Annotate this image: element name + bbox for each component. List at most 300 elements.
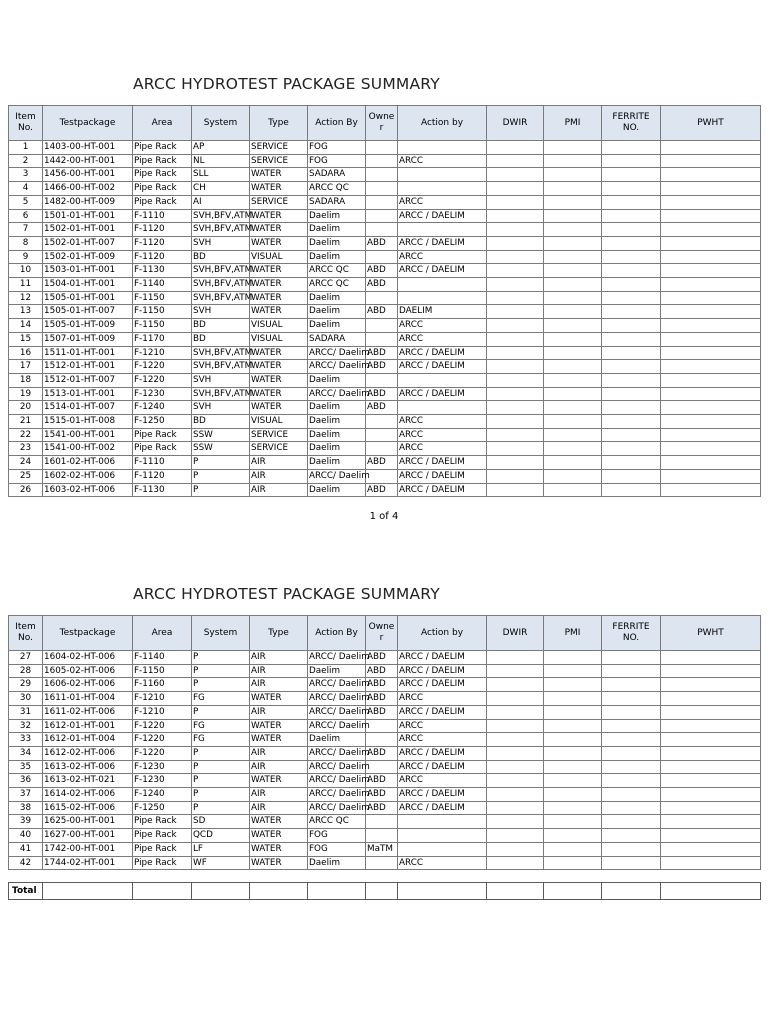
table-row xyxy=(9,815,761,829)
action-by-2-cell: ARCC / DAELIM xyxy=(398,456,487,470)
empty-cell xyxy=(661,373,761,387)
action-by-2-cell: ARCC / DAELIM xyxy=(398,264,487,278)
empty-cell xyxy=(487,442,544,456)
empty-cell xyxy=(602,842,661,856)
system-cell: SVH,BFV,ATM xyxy=(192,291,250,305)
empty-cell xyxy=(602,760,661,774)
empty-cell xyxy=(544,415,602,429)
empty-cell xyxy=(661,705,761,719)
action-by-cell: ARCC/ Daelim xyxy=(308,360,366,374)
item-no-cell: 16 xyxy=(9,346,43,360)
empty-cell xyxy=(544,774,602,788)
table-row xyxy=(9,719,761,733)
empty-cell xyxy=(661,291,761,305)
total-cell xyxy=(250,883,308,900)
action-by-2-cell: ARCC / DAELIM xyxy=(398,236,487,250)
owner-cell xyxy=(366,291,398,305)
type-cell: WATER xyxy=(250,842,308,856)
table-row xyxy=(9,182,761,196)
col-testpackage: Testpackage xyxy=(43,616,133,651)
owner-cell: ABD xyxy=(366,264,398,278)
action-by-2-cell: ARCC xyxy=(398,774,487,788)
area-cell: Pipe Rack xyxy=(133,842,192,856)
col-ferrite-no: FERRITE NO. xyxy=(602,106,661,141)
empty-cell xyxy=(544,387,602,401)
empty-cell xyxy=(602,469,661,483)
table-row xyxy=(9,373,761,387)
empty-cell xyxy=(544,705,602,719)
system-cell: AP xyxy=(192,141,250,155)
empty-cell xyxy=(661,760,761,774)
empty-cell xyxy=(602,305,661,319)
empty-cell xyxy=(544,815,602,829)
total-cell xyxy=(398,883,487,900)
action-by-2-cell: ARCC / DAELIM xyxy=(398,746,487,760)
col-pmi: PMI xyxy=(544,106,602,141)
system-cell: SVH,BFV,ATM xyxy=(192,223,250,237)
testpackage-cell: 1613-02-HT-006 xyxy=(43,760,133,774)
item-no-cell: 35 xyxy=(9,760,43,774)
col-system: System xyxy=(192,106,250,141)
empty-cell xyxy=(487,195,544,209)
owner-cell: ABD xyxy=(366,788,398,802)
empty-cell xyxy=(487,469,544,483)
item-no-cell: 29 xyxy=(9,678,43,692)
action-by-cell: Daelim xyxy=(308,236,366,250)
area-cell: F-1240 xyxy=(133,401,192,415)
empty-cell xyxy=(487,856,544,870)
type-cell: WATER xyxy=(250,719,308,733)
item-no-cell: 33 xyxy=(9,733,43,747)
empty-cell xyxy=(487,332,544,346)
testpackage-cell: 1466-00-HT-002 xyxy=(43,182,133,196)
empty-cell xyxy=(544,856,602,870)
empty-cell xyxy=(602,692,661,706)
empty-cell xyxy=(487,182,544,196)
area-cell: F-1110 xyxy=(133,456,192,470)
total-cell xyxy=(43,883,133,900)
item-no-cell: 25 xyxy=(9,469,43,483)
testpackage-cell: 1513-01-HT-001 xyxy=(43,387,133,401)
system-cell: P xyxy=(192,801,250,815)
empty-cell xyxy=(487,842,544,856)
empty-cell xyxy=(602,360,661,374)
item-no-cell: 28 xyxy=(9,664,43,678)
testpackage-cell: 1541-00-HT-002 xyxy=(43,442,133,456)
area-cell: F-1250 xyxy=(133,415,192,429)
action-by-2-cell: DAELIM xyxy=(398,305,487,319)
type-cell: AIR xyxy=(250,678,308,692)
type-cell: SERVICE xyxy=(250,195,308,209)
system-cell: SVH,BFV,ATM xyxy=(192,360,250,374)
table-row xyxy=(9,678,761,692)
empty-cell xyxy=(487,788,544,802)
table-row xyxy=(9,774,761,788)
owner-cell: ABD xyxy=(366,387,398,401)
system-cell: BD xyxy=(192,415,250,429)
type-cell: VISUAL xyxy=(250,250,308,264)
empty-cell xyxy=(661,360,761,374)
empty-cell xyxy=(487,387,544,401)
action-by-cell: SADARA xyxy=(308,332,366,346)
table-row xyxy=(9,236,761,250)
type-cell: WATER xyxy=(250,733,308,747)
item-no-cell: 40 xyxy=(9,829,43,843)
item-no-cell: 31 xyxy=(9,705,43,719)
action-by-2-cell xyxy=(398,182,487,196)
testpackage-cell: 1456-00-HT-001 xyxy=(43,168,133,182)
type-cell: SERVICE xyxy=(250,442,308,456)
empty-cell xyxy=(487,319,544,333)
type-cell: WATER xyxy=(250,346,308,360)
empty-cell xyxy=(661,332,761,346)
table-row xyxy=(9,415,761,429)
type-cell: AIR xyxy=(250,760,308,774)
testpackage-cell: 1601-02-HT-006 xyxy=(43,456,133,470)
col-testpackage: Testpackage xyxy=(43,106,133,141)
action-by-2-cell: ARCC / DAELIM xyxy=(398,788,487,802)
empty-cell xyxy=(544,442,602,456)
total-cell xyxy=(308,883,366,900)
action-by-2-cell: ARCC xyxy=(398,415,487,429)
action-by-2-cell: ARCC xyxy=(398,319,487,333)
area-cell: F-1220 xyxy=(133,719,192,733)
action-by-2-cell xyxy=(398,842,487,856)
table-row xyxy=(9,469,761,483)
action-by-cell: Daelim xyxy=(308,733,366,747)
col-dwir: DWIR xyxy=(487,616,544,651)
empty-cell xyxy=(602,678,661,692)
empty-cell xyxy=(602,719,661,733)
item-no-cell: 32 xyxy=(9,719,43,733)
testpackage-cell: 1602-02-HT-006 xyxy=(43,469,133,483)
action-by-2-cell: ARCC xyxy=(398,442,487,456)
owner-cell xyxy=(366,428,398,442)
empty-cell xyxy=(487,168,544,182)
col-item-no: Item No. xyxy=(9,616,43,651)
area-cell: F-1220 xyxy=(133,746,192,760)
table-row xyxy=(9,428,761,442)
empty-cell xyxy=(544,760,602,774)
testpackage-cell: 1501-01-HT-001 xyxy=(43,209,133,223)
empty-cell xyxy=(661,305,761,319)
empty-cell xyxy=(661,456,761,470)
empty-cell xyxy=(602,346,661,360)
testpackage-cell: 1503-01-HT-001 xyxy=(43,264,133,278)
empty-cell xyxy=(487,719,544,733)
owner-cell xyxy=(366,442,398,456)
system-cell: CH xyxy=(192,182,250,196)
owner-cell: ABD xyxy=(366,360,398,374)
testpackage-cell: 1606-02-HT-006 xyxy=(43,678,133,692)
area-cell: F-1130 xyxy=(133,483,192,497)
table-row xyxy=(9,733,761,747)
action-by-cell: FOG xyxy=(308,842,366,856)
system-cell: P xyxy=(192,788,250,802)
action-by-2-cell xyxy=(398,815,487,829)
owner-cell xyxy=(366,719,398,733)
action-by-2-cell xyxy=(398,401,487,415)
testpackage-cell: 1611-01-HT-004 xyxy=(43,692,133,706)
owner-cell xyxy=(366,856,398,870)
action-by-2-cell xyxy=(398,278,487,292)
owner-cell: ABD xyxy=(366,483,398,497)
type-cell: WATER xyxy=(250,692,308,706)
owner-cell: ABD xyxy=(366,305,398,319)
testpackage-cell: 1613-02-HT-021 xyxy=(43,774,133,788)
empty-cell xyxy=(661,815,761,829)
item-no-cell: 22 xyxy=(9,428,43,442)
empty-cell xyxy=(602,746,661,760)
area-cell: F-1230 xyxy=(133,774,192,788)
empty-cell xyxy=(661,788,761,802)
empty-cell xyxy=(661,733,761,747)
empty-cell xyxy=(487,250,544,264)
empty-cell xyxy=(602,141,661,155)
action-by-2-cell: ARCC / DAELIM xyxy=(398,387,487,401)
empty-cell xyxy=(661,319,761,333)
empty-cell xyxy=(487,651,544,665)
action-by-2-cell: ARCC xyxy=(398,428,487,442)
item-no-cell: 3 xyxy=(9,168,43,182)
testpackage-cell: 1442-00-HT-001 xyxy=(43,154,133,168)
action-by-cell: ARCC/ Daelim xyxy=(308,678,366,692)
action-by-cell: ARCC/ Daelim xyxy=(308,705,366,719)
table-row xyxy=(9,651,761,665)
table-row xyxy=(9,332,761,346)
empty-cell xyxy=(661,195,761,209)
empty-cell xyxy=(544,154,602,168)
empty-cell xyxy=(661,236,761,250)
empty-cell xyxy=(544,332,602,346)
action-by-cell: Daelim xyxy=(308,415,366,429)
total-cell xyxy=(133,883,192,900)
total-cell xyxy=(366,883,398,900)
area-cell: F-1150 xyxy=(133,319,192,333)
table-row xyxy=(9,856,761,870)
empty-cell xyxy=(602,278,661,292)
action-by-cell: Daelim xyxy=(308,401,366,415)
action-by-2-cell: ARCC xyxy=(398,250,487,264)
item-no-cell: 24 xyxy=(9,456,43,470)
owner-cell: ABD xyxy=(366,801,398,815)
area-cell: F-1120 xyxy=(133,223,192,237)
action-by-cell: SADARA xyxy=(308,195,366,209)
col-action-by-2: Action by xyxy=(398,106,487,141)
item-no-cell: 11 xyxy=(9,278,43,292)
item-no-cell: 19 xyxy=(9,387,43,401)
empty-cell xyxy=(602,264,661,278)
item-no-cell: 7 xyxy=(9,223,43,237)
empty-cell xyxy=(661,168,761,182)
type-cell: AIR xyxy=(250,746,308,760)
empty-cell xyxy=(602,250,661,264)
empty-cell xyxy=(487,278,544,292)
empty-cell xyxy=(487,264,544,278)
type-cell: AIR xyxy=(250,705,308,719)
owner-cell xyxy=(366,415,398,429)
system-cell: WF xyxy=(192,856,250,870)
owner-cell: ABD xyxy=(366,651,398,665)
area-cell: F-1210 xyxy=(133,346,192,360)
area-cell: F-1210 xyxy=(133,692,192,706)
empty-cell xyxy=(661,401,761,415)
type-cell: AIR xyxy=(250,456,308,470)
empty-cell xyxy=(661,774,761,788)
area-cell: F-1120 xyxy=(133,250,192,264)
item-no-cell: 14 xyxy=(9,319,43,333)
col-pwht: PWHT xyxy=(661,616,761,651)
table-row xyxy=(9,746,761,760)
owner-cell xyxy=(366,250,398,264)
empty-cell xyxy=(544,456,602,470)
action-by-cell: ARCC QC xyxy=(308,264,366,278)
empty-cell xyxy=(602,401,661,415)
action-by-2-cell: ARCC xyxy=(398,719,487,733)
item-no-cell: 17 xyxy=(9,360,43,374)
table-row xyxy=(9,387,761,401)
type-cell: WATER xyxy=(250,856,308,870)
table-row xyxy=(9,141,761,155)
type-cell: SERVICE xyxy=(250,154,308,168)
empty-cell xyxy=(487,733,544,747)
empty-cell xyxy=(602,815,661,829)
package-table-2 xyxy=(8,615,761,870)
table-row xyxy=(9,154,761,168)
testpackage-cell: 1612-02-HT-006 xyxy=(43,746,133,760)
empty-cell xyxy=(544,664,602,678)
empty-cell xyxy=(487,456,544,470)
owner-cell: ABD xyxy=(366,705,398,719)
empty-cell xyxy=(602,829,661,843)
empty-cell xyxy=(602,291,661,305)
system-cell: FG xyxy=(192,692,250,706)
empty-cell xyxy=(544,483,602,497)
empty-cell xyxy=(602,168,661,182)
testpackage-cell: 1605-02-HT-006 xyxy=(43,664,133,678)
testpackage-cell: 1502-01-HT-009 xyxy=(43,250,133,264)
empty-cell xyxy=(487,154,544,168)
testpackage-cell: 1507-01-HT-009 xyxy=(43,332,133,346)
system-cell: P xyxy=(192,469,250,483)
owner-cell xyxy=(366,815,398,829)
system-cell: SVH,BFV,ATM xyxy=(192,209,250,223)
action-by-cell: SADARA xyxy=(308,168,366,182)
total-row xyxy=(9,883,761,900)
empty-cell xyxy=(661,842,761,856)
area-cell: F-1220 xyxy=(133,733,192,747)
system-cell: SLL xyxy=(192,168,250,182)
empty-cell xyxy=(487,223,544,237)
testpackage-cell: 1541-00-HT-001 xyxy=(43,428,133,442)
action-by-cell: ARCC/ Daelim xyxy=(308,788,366,802)
empty-cell xyxy=(602,428,661,442)
type-cell: SERVICE xyxy=(250,428,308,442)
table-row xyxy=(9,801,761,815)
action-by-2-cell: ARCC xyxy=(398,692,487,706)
empty-cell xyxy=(602,733,661,747)
area-cell: F-1140 xyxy=(133,651,192,665)
item-no-cell: 41 xyxy=(9,842,43,856)
col-area: Area xyxy=(133,106,192,141)
col-owner: Owne r xyxy=(366,106,398,141)
testpackage-cell: 1502-01-HT-007 xyxy=(43,236,133,250)
empty-cell xyxy=(487,829,544,843)
empty-cell xyxy=(487,236,544,250)
empty-cell xyxy=(602,373,661,387)
system-cell: SVH,BFV,ATM xyxy=(192,346,250,360)
testpackage-cell: 1614-02-HT-006 xyxy=(43,788,133,802)
action-by-2-cell: ARCC xyxy=(398,856,487,870)
action-by-2-cell: ARCC / DAELIM xyxy=(398,483,487,497)
table-row xyxy=(9,168,761,182)
system-cell: FG xyxy=(192,733,250,747)
total-cell xyxy=(192,883,250,900)
empty-cell xyxy=(487,774,544,788)
table-row xyxy=(9,195,761,209)
area-cell: F-1240 xyxy=(133,788,192,802)
area-cell: Pipe Rack xyxy=(133,815,192,829)
system-cell: FG xyxy=(192,719,250,733)
col-ferrite-no: FERRITE NO. xyxy=(602,616,661,651)
empty-cell xyxy=(661,415,761,429)
owner-cell xyxy=(366,319,398,333)
table-row xyxy=(9,346,761,360)
action-by-2-cell: ARCC xyxy=(398,733,487,747)
empty-cell xyxy=(661,346,761,360)
empty-cell xyxy=(661,664,761,678)
action-by-cell: Daelim xyxy=(308,291,366,305)
system-cell: BD xyxy=(192,332,250,346)
area-cell: F-1150 xyxy=(133,291,192,305)
table-row xyxy=(9,360,761,374)
item-no-cell: 23 xyxy=(9,442,43,456)
action-by-cell: Daelim xyxy=(308,456,366,470)
owner-cell: MaTM xyxy=(366,842,398,856)
empty-cell xyxy=(661,442,761,456)
empty-cell xyxy=(487,346,544,360)
empty-cell xyxy=(487,746,544,760)
area-cell: F-1210 xyxy=(133,705,192,719)
table-row xyxy=(9,483,761,497)
area-cell: Pipe Rack xyxy=(133,829,192,843)
testpackage-cell: 1612-01-HT-001 xyxy=(43,719,133,733)
page-title: ARCC HYDROTEST PACKAGE SUMMARY xyxy=(133,75,440,93)
type-cell: WATER xyxy=(250,236,308,250)
action-by-cell: ARCC QC xyxy=(308,278,366,292)
owner-cell xyxy=(366,829,398,843)
system-cell: P xyxy=(192,651,250,665)
area-cell: F-1110 xyxy=(133,209,192,223)
empty-cell xyxy=(544,651,602,665)
type-cell: SERVICE xyxy=(250,141,308,155)
empty-cell xyxy=(661,428,761,442)
action-by-cell: Daelim xyxy=(308,319,366,333)
system-cell: BD xyxy=(192,250,250,264)
item-no-cell: 13 xyxy=(9,305,43,319)
testpackage-cell: 1505-01-HT-009 xyxy=(43,319,133,333)
testpackage-cell: 1482-00-HT-009 xyxy=(43,195,133,209)
item-no-cell: 8 xyxy=(9,236,43,250)
total-cell xyxy=(487,883,544,900)
empty-cell xyxy=(544,678,602,692)
empty-cell xyxy=(661,223,761,237)
system-cell: SD xyxy=(192,815,250,829)
table-row xyxy=(9,705,761,719)
empty-cell xyxy=(602,801,661,815)
owner-cell: ABD xyxy=(366,774,398,788)
owner-cell: ABD xyxy=(366,236,398,250)
